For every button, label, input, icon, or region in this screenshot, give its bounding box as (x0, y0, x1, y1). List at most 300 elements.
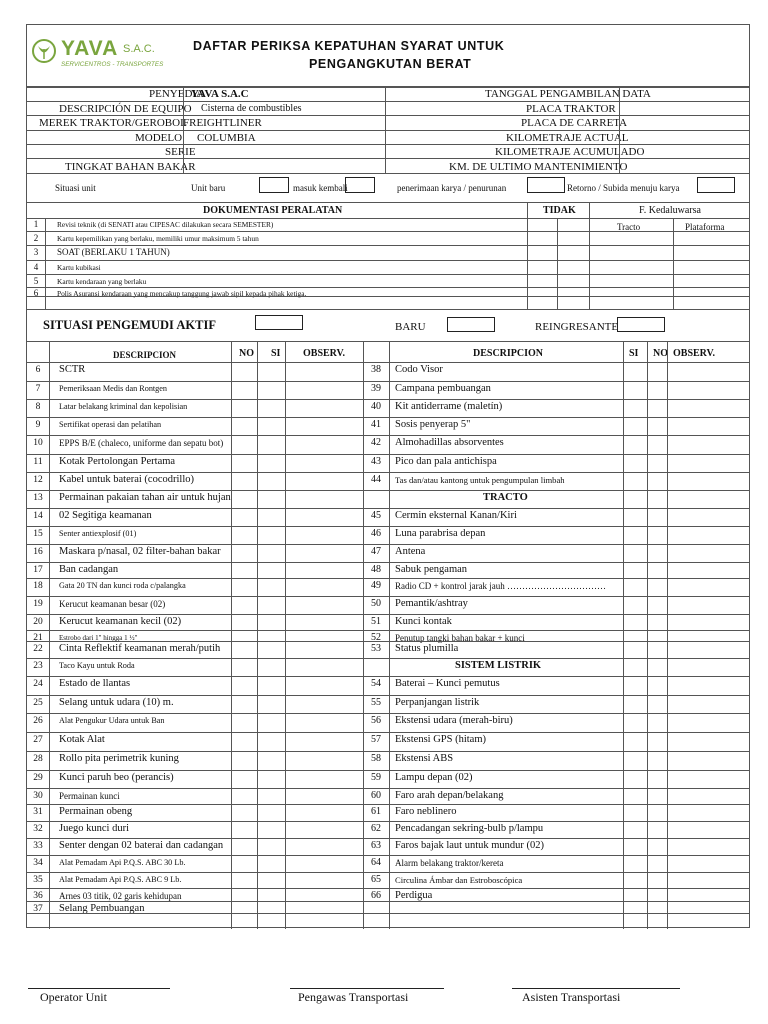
left-si-cell[interactable] (258, 562, 284, 578)
left-item-text: Sertifikat operasi dan pelatihan (59, 420, 162, 429)
right-si-cell[interactable] (624, 417, 646, 435)
left-si-cell[interactable] (258, 788, 284, 804)
right-observ-cell[interactable] (668, 381, 748, 399)
right-item-number: 41 (371, 419, 381, 430)
dok-date-col (589, 202, 590, 309)
info-row-line (27, 158, 749, 159)
left-si-cell[interactable] (258, 362, 284, 381)
left-si-cell[interactable] (258, 630, 284, 641)
left-observ-cell[interactable] (286, 901, 362, 913)
dok-row-line (27, 260, 749, 261)
right-observ-cell[interactable] (668, 399, 748, 417)
left-num-col (49, 341, 50, 929)
left-observ-cell[interactable] (286, 454, 362, 472)
right-no-cell[interactable] (648, 788, 666, 804)
right-no-cell[interactable] (648, 544, 666, 562)
left-si-cell[interactable] (258, 658, 284, 676)
right-observ-cell[interactable] (668, 508, 748, 526)
left-no-cell[interactable] (232, 614, 256, 630)
right-si-cell[interactable] (624, 596, 646, 614)
left-no-cell[interactable] (232, 901, 256, 913)
dok-item-number: 5 (33, 276, 39, 286)
left-observ-cell[interactable] (286, 578, 362, 596)
right-observ-cell[interactable] (668, 855, 748, 872)
left-no-cell[interactable] (232, 454, 256, 472)
dok-item-text: SOAT (BERLAKU 1 TAHUN) (57, 247, 170, 257)
left-no-cell[interactable] (232, 630, 256, 641)
left-no-cell[interactable] (232, 562, 256, 578)
checklist-row-line (27, 399, 749, 400)
left-observ-cell[interactable] (286, 614, 362, 630)
right-num-col (389, 341, 390, 929)
reingresante-box[interactable] (617, 317, 665, 332)
right-no-cell[interactable] (648, 821, 666, 838)
penyedia-value[interactable]: YAVA S.A.C (191, 88, 249, 100)
right-observ-cell[interactable] (668, 641, 748, 658)
checklist-header-top (27, 341, 749, 342)
left-no-cell[interactable] (232, 578, 256, 596)
merek-label: MEREK TRAKTOR/GEROBOL (39, 117, 187, 129)
left-observ-cell[interactable] (286, 362, 362, 381)
left-si-cell[interactable] (258, 732, 284, 751)
right-observ-cell[interactable] (668, 544, 748, 562)
right-observ-cell[interactable] (668, 676, 748, 695)
left-no-cell[interactable] (232, 676, 256, 695)
right-no-cell[interactable] (648, 838, 666, 855)
dok-item-text: Kartu kendaraan yang berlaku (57, 277, 147, 286)
checklist-row-line (27, 888, 749, 889)
right-section-heading: TRACTO (483, 492, 528, 503)
right-item-text: Status plumilla (395, 643, 459, 654)
placa-carreta-label: PLACA DE CARRETA (521, 117, 628, 129)
descripcion-label: DESCRIPCIÓN DE EQUIPO (59, 103, 192, 115)
right-si-cell[interactable] (624, 562, 646, 578)
left-observ-cell[interactable] (286, 838, 362, 855)
left-item-text: Permainan pakaian tahan air untuk hujan (59, 492, 231, 503)
left-item-text: Alat Pengukur Udara untuk Ban (59, 716, 165, 725)
right-observ-cell[interactable] (668, 838, 748, 855)
col-si-left: SI (271, 348, 281, 359)
right-item-text: Campana pembuangan (395, 383, 491, 394)
dok-row-line (27, 309, 749, 310)
left-si-cell[interactable] (258, 596, 284, 614)
left-si-cell[interactable] (258, 526, 284, 544)
dok-num-col (45, 218, 46, 309)
right-si-cell[interactable] (624, 695, 646, 713)
right-no-cell[interactable] (648, 888, 666, 901)
left-no-cell[interactable] (232, 658, 256, 676)
right-observ-cell[interactable] (668, 821, 748, 838)
reingresante-label: REINGRESANTE (535, 321, 619, 333)
left-item-number: 35 (33, 875, 43, 885)
right-observ-cell[interactable] (668, 713, 748, 732)
left-si-cell[interactable] (258, 804, 284, 821)
right-no-cell[interactable] (648, 417, 666, 435)
left-no-cell[interactable] (232, 821, 256, 838)
right-no-cell[interactable] (648, 562, 666, 578)
left-no-cell[interactable] (232, 888, 256, 901)
left-no-cell[interactable] (232, 508, 256, 526)
left-si-cell[interactable] (258, 435, 284, 454)
right-si-cell[interactable] (624, 676, 646, 695)
left-no-cell[interactable] (232, 788, 256, 804)
right-no-col (647, 341, 648, 929)
checklist-row-line (27, 578, 749, 579)
left-item-text: Taco Kayu untuk Roda (59, 661, 135, 670)
right-si-cell[interactable] (624, 641, 646, 658)
left-observ-cell[interactable] (286, 508, 362, 526)
right-si-cell[interactable] (624, 508, 646, 526)
left-no-cell[interactable] (232, 596, 256, 614)
right-no-cell[interactable] (648, 596, 666, 614)
left-si-cell[interactable] (258, 399, 284, 417)
checklist-row-line (27, 695, 749, 696)
right-item-number: 63 (371, 840, 381, 851)
placa-traktor-label: PLACA TRAKTOR (526, 103, 616, 115)
left-item-text: Juego kunci duri (59, 823, 129, 834)
right-si-cell[interactable] (624, 362, 646, 381)
left-no-cell[interactable] (232, 751, 256, 770)
right-si-cell[interactable] (624, 751, 646, 770)
merek-value[interactable]: FREIGHTLINER (183, 117, 262, 129)
checklist-row-line (27, 804, 749, 805)
left-no-cell[interactable] (232, 855, 256, 872)
right-observ-cell[interactable] (668, 888, 748, 901)
left-no-cell[interactable] (232, 770, 256, 788)
left-si-cell[interactable] (258, 508, 284, 526)
left-no-cell[interactable] (232, 399, 256, 417)
tanggal-label: TANGGAL PENGAMBILAN DATA (485, 88, 651, 100)
left-item-text: Selang untuk udara (10) m. (59, 697, 174, 708)
right-no-cell[interactable] (648, 578, 666, 596)
left-observ-cell[interactable] (286, 855, 362, 872)
left-item-text: Latar belakang kriminal dan kepolisian (59, 402, 188, 411)
dok-row-line (27, 245, 749, 246)
left-si-cell[interactable] (258, 614, 284, 630)
right-item-text: Faros bajak laut untuk mundur (02) (395, 840, 545, 851)
right-si-cell[interactable] (624, 855, 646, 872)
left-observ-cell[interactable] (286, 821, 362, 838)
left-si-cell[interactable] (258, 381, 284, 399)
checklist-row-line (27, 381, 749, 382)
checklist-row-line (27, 435, 749, 436)
right-observ-cell[interactable] (668, 630, 748, 641)
left-observ-cell[interactable] (286, 490, 362, 508)
left-observ-cell[interactable] (286, 526, 362, 544)
left-item-number: 21 (33, 633, 43, 643)
right-item-number: 43 (371, 456, 381, 467)
left-si-cell[interactable] (258, 888, 284, 901)
left-observ-col (285, 341, 286, 929)
left-item-number: 28 (33, 754, 43, 764)
left-observ-cell[interactable] (286, 713, 362, 732)
left-si-cell[interactable] (258, 676, 284, 695)
left-item-number: 6 (35, 365, 41, 375)
left-no-cell[interactable] (232, 435, 256, 454)
right-no-cell[interactable] (648, 676, 666, 695)
left-observ-cell[interactable] (286, 381, 362, 399)
situasi-unit-label: Situasi unit (55, 183, 96, 193)
right-observ-cell[interactable] (668, 562, 748, 578)
left-no-cell[interactable] (232, 490, 256, 508)
left-no-cell[interactable] (232, 732, 256, 751)
left-observ-cell[interactable] (286, 788, 362, 804)
left-si-cell[interactable] (258, 641, 284, 658)
pengemudi-heading: SITUASI PENGEMUDI AKTIF (43, 318, 216, 332)
unit-baru-checkbox[interactable] (259, 177, 289, 193)
left-no-cell[interactable] (232, 804, 256, 821)
left-no-cell[interactable] (232, 472, 256, 490)
left-item-number: 37 (33, 904, 43, 914)
left-no-cell[interactable] (232, 695, 256, 713)
right-no-cell[interactable] (648, 641, 666, 658)
checklist-row-line (27, 713, 749, 714)
pengemudi-baru-box[interactable] (447, 317, 495, 332)
checklist-row-line (27, 901, 749, 902)
right-item-text: Kunci kontak (395, 616, 452, 627)
col-no-left: NO (239, 348, 254, 359)
right-item-number: 44 (371, 474, 381, 485)
left-no-cell[interactable] (232, 544, 256, 562)
left-no-cell[interactable] (232, 713, 256, 732)
left-item-number: 11 (33, 457, 43, 467)
modelo-value[interactable]: COLUMBIA (197, 132, 256, 144)
right-item-number: 45 (371, 510, 381, 521)
dok-plataforma-col (673, 218, 674, 309)
left-item-text: Kunci paruh beo (perancis) (59, 772, 174, 783)
left-observ-cell[interactable] (286, 472, 362, 490)
left-si-cell[interactable] (258, 578, 284, 596)
right-si-cell[interactable] (624, 804, 646, 821)
right-si-cell[interactable] (624, 435, 646, 454)
left-item-text: Alat Pemadam Api P.Q.S. ABC 9 Lb. (59, 875, 182, 884)
right-item-text: Lampu depan (02) (395, 772, 473, 783)
checklist-row-line (27, 417, 749, 418)
right-si-cell[interactable] (624, 526, 646, 544)
right-observ-cell[interactable] (668, 417, 748, 435)
right-no-cell[interactable] (648, 508, 666, 526)
left-item-number: 22 (33, 644, 43, 654)
right-observ-cell[interactable] (668, 872, 748, 888)
left-observ-cell[interactable] (286, 630, 362, 641)
penerimaan-checkbox[interactable] (527, 177, 565, 193)
pengemudi-baru-label: BARU (395, 321, 426, 333)
right-si-cell[interactable] (624, 544, 646, 562)
form-title-line1: DAFTAR PERIKSA KEPATUHAN SYARAT UNTUK (193, 39, 505, 53)
left-si-cell[interactable] (258, 872, 284, 888)
left-si-cell[interactable] (258, 751, 284, 770)
dok-row-line (27, 231, 749, 232)
descripcion-value[interactable]: Cisterna de combustibles (201, 103, 302, 114)
km-acumulado-label: KILOMETRAJE ACUMULADO (495, 146, 645, 158)
right-no-cell[interactable] (648, 614, 666, 630)
checklist-sheet (26, 24, 750, 928)
dok-item-number: 6 (33, 288, 39, 298)
right-no-cell[interactable] (648, 804, 666, 821)
left-observ-cell[interactable] (286, 732, 362, 751)
right-no-cell[interactable] (648, 362, 666, 381)
left-observ-cell[interactable] (286, 399, 362, 417)
right-si-cell[interactable] (624, 614, 646, 630)
checklist-row-line (27, 821, 749, 822)
left-si-cell[interactable] (258, 454, 284, 472)
right-item-number: 54 (371, 678, 381, 689)
left-si-cell[interactable] (258, 472, 284, 490)
right-no-cell[interactable] (648, 695, 666, 713)
left-si-cell[interactable] (258, 821, 284, 838)
right-observ-cell[interactable] (668, 435, 748, 454)
left-item-number: 18 (33, 581, 43, 591)
left-observ-cell[interactable] (286, 544, 362, 562)
left-item-text: Selang Pembuangan (59, 903, 145, 914)
right-item-text: Antena (395, 546, 426, 557)
right-si-cell[interactable] (624, 888, 646, 901)
left-observ-cell[interactable] (286, 658, 362, 676)
left-no-cell[interactable] (232, 381, 256, 399)
right-no-cell[interactable] (648, 770, 666, 788)
right-no-cell[interactable] (648, 713, 666, 732)
right-item-text: Pemantik/ashtray (395, 598, 468, 609)
left-no-cell[interactable] (232, 417, 256, 435)
left-observ-cell[interactable] (286, 676, 362, 695)
left-observ-cell[interactable] (286, 641, 362, 658)
left-observ-cell[interactable] (286, 596, 362, 614)
info-row-line (27, 115, 749, 116)
left-observ-cell[interactable] (286, 695, 362, 713)
right-si-cell[interactable] (624, 381, 646, 399)
left-no-col (231, 341, 232, 929)
right-no-cell[interactable] (648, 872, 666, 888)
right-si-cell[interactable] (624, 399, 646, 417)
right-item-number: 56 (371, 715, 381, 726)
left-item-text: Estrobo dari 1" hingga 1 ½" (59, 634, 138, 642)
checklist-row-line (27, 472, 749, 473)
right-observ-cell[interactable] (668, 695, 748, 713)
right-observ-cell[interactable] (668, 770, 748, 788)
left-observ-cell[interactable] (286, 435, 362, 454)
right-no-cell[interactable] (648, 381, 666, 399)
right-si-cell[interactable] (624, 770, 646, 788)
left-si-cell[interactable] (258, 855, 284, 872)
pengemudi-aktif-box[interactable] (255, 315, 303, 330)
left-item-number: 20 (33, 617, 43, 627)
retorno-checkbox[interactable] (697, 177, 735, 193)
right-item-text: Perdigua (395, 890, 433, 901)
right-no-cell[interactable] (648, 855, 666, 872)
right-observ-cell[interactable] (668, 751, 748, 770)
checklist-row-line (27, 872, 749, 873)
left-observ-cell[interactable] (286, 804, 362, 821)
right-item-number: 53 (371, 643, 381, 654)
left-observ-cell[interactable] (286, 417, 362, 435)
left-item-number: 34 (33, 858, 43, 868)
left-item-text: Permainan obeng (59, 806, 133, 817)
left-si-cell[interactable] (258, 770, 284, 788)
right-no-cell[interactable] (648, 454, 666, 472)
right-no-cell[interactable] (648, 630, 666, 641)
left-observ-cell[interactable] (286, 751, 362, 770)
right-si-cell[interactable] (624, 472, 646, 490)
dok-row-line (27, 218, 749, 219)
right-item-number: 66 (371, 890, 381, 901)
right-si-cell[interactable] (624, 454, 646, 472)
right-section-heading: SISTEM LISTRIK (455, 660, 542, 671)
tingkat-label: TINGKAT BAHAN BAKAR (65, 161, 196, 173)
left-item-number: 9 (35, 420, 41, 430)
left-si-cell[interactable] (258, 544, 284, 562)
right-si-cell[interactable] (624, 732, 646, 751)
right-observ-cell[interactable] (668, 362, 748, 381)
right-observ-cell[interactable] (668, 578, 748, 596)
left-no-cell[interactable] (232, 526, 256, 544)
dokumentasi-heading: DOKUMENTASI PERALATAN (203, 205, 343, 216)
right-observ-cell[interactable] (668, 526, 748, 544)
left-si-cell[interactable] (258, 417, 284, 435)
right-observ-cell[interactable] (668, 454, 748, 472)
left-item-text: Kotak Alat (59, 734, 105, 745)
right-observ-cell[interactable] (668, 788, 748, 804)
left-si-cell[interactable] (258, 901, 284, 913)
left-item-text: Senter antiexplosif (01) (59, 529, 137, 538)
left-no-cell[interactable] (232, 362, 256, 381)
left-observ-cell[interactable] (286, 770, 362, 788)
right-no-cell[interactable] (648, 751, 666, 770)
left-observ-cell[interactable] (286, 562, 362, 578)
left-item-text: Kerucut keamanan kecil (02) (59, 616, 182, 627)
right-observ-cell[interactable] (668, 614, 748, 630)
right-item-text: Radio CD + kontrol jarak jauh …………………………… (395, 581, 607, 591)
left-no-cell[interactable] (232, 641, 256, 658)
right-observ-cell[interactable] (668, 732, 748, 751)
right-si-cell[interactable] (624, 578, 646, 596)
left-si-cell[interactable] (258, 695, 284, 713)
right-no-cell[interactable] (648, 526, 666, 544)
left-si-cell[interactable] (258, 490, 284, 508)
checklist-row-line (27, 490, 749, 491)
right-no-cell[interactable] (648, 472, 666, 490)
right-si-cell[interactable] (624, 630, 646, 641)
left-si-cell[interactable] (258, 713, 284, 732)
masuk-kembali-checkbox[interactable] (345, 177, 375, 193)
left-observ-cell[interactable] (286, 872, 362, 888)
right-si-cell[interactable] (624, 838, 646, 855)
right-item-number: 61 (371, 806, 381, 817)
left-item-number: 25 (33, 698, 43, 708)
right-observ-cell[interactable] (668, 472, 748, 490)
left-no-cell[interactable] (232, 838, 256, 855)
left-no-cell[interactable] (232, 872, 256, 888)
right-no-cell[interactable] (648, 399, 666, 417)
right-no-cell[interactable] (648, 732, 666, 751)
left-item-number: 10 (33, 438, 43, 448)
right-item-number: 49 (371, 580, 381, 591)
left-observ-cell[interactable] (286, 888, 362, 901)
right-si-cell[interactable] (624, 872, 646, 888)
right-si-cell[interactable] (624, 788, 646, 804)
right-si-cell[interactable] (624, 821, 646, 838)
right-observ-cell[interactable] (668, 596, 748, 614)
right-si-cell[interactable] (624, 713, 646, 732)
right-item-number: 64 (371, 857, 381, 868)
right-observ-cell[interactable] (668, 804, 748, 821)
right-item-text: Baterai – Kunci pemutus (395, 678, 500, 689)
col-observ-left: OBSERV. (303, 348, 345, 359)
right-item-text: Sabuk pengaman (395, 564, 468, 575)
right-no-cell[interactable] (648, 435, 666, 454)
left-item-text: Kerucut keamanan besar (02) (59, 599, 166, 609)
left-si-cell[interactable] (258, 838, 284, 855)
checklist-row-line (27, 596, 749, 597)
